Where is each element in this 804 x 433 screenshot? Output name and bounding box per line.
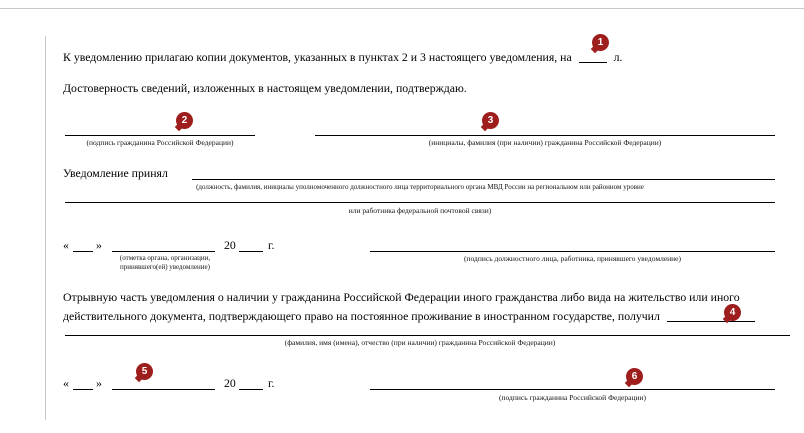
blank-date1-year	[239, 238, 263, 252]
official-caption-line2: или работника федеральной почтовой связи)	[348, 206, 492, 215]
blank-official-signature	[370, 238, 775, 252]
blank-date1-month	[112, 238, 215, 252]
detachable-part-line2-text: действительного документа, подтверждающего право на постоянное проживание в иностранном государстве, получил	[63, 309, 660, 323]
blank-date2-day	[73, 376, 93, 390]
confirmation-paragraph: Достоверность сведений, изложенных в настоящем уведомлении, подтверждаю.	[63, 81, 467, 95]
marker-5-label: 5	[141, 366, 148, 377]
blank-recipient-name-continuation[interactable]	[65, 322, 790, 336]
blank-official-position-name-continuation	[65, 189, 775, 203]
blank-date2-month[interactable]	[112, 376, 215, 390]
date2-open-quote: «	[63, 376, 69, 390]
official-caption-line1: (должность, фамилия, инициалы уполномоченного должностного лица территориального органа МВД России на региональном или районном уровне	[196, 183, 644, 191]
marker-6	[626, 368, 643, 385]
page-border-top	[0, 8, 804, 9]
date1-open-quote: «	[63, 238, 69, 252]
blank-official-position-name	[192, 166, 775, 180]
citizen-signature-2-caption: (подпись гражданина Российской Федерации)	[499, 393, 646, 402]
marker-3-label: 3	[487, 115, 494, 126]
received-label: Уведомление принял	[63, 166, 168, 180]
date1-year-prefix: 20	[224, 238, 236, 252]
blank-citizen-signature[interactable]	[65, 121, 255, 136]
recipient-name-caption: (фамилия, имя (имена), отчество (при наличии) гражданина Российской Федерации)	[284, 338, 556, 347]
marker-2-label: 2	[181, 115, 188, 126]
official-signature-caption: (подпись должностного лица, работника, принявшего уведомление)	[463, 254, 682, 263]
date2-year-prefix: 20	[224, 376, 236, 390]
detachable-part-line1: Отрывную часть уведомления о наличии у гражданина Российской Федерации иного гражданства либо вида на жительство или иного	[63, 290, 740, 304]
page-border-left	[45, 36, 46, 420]
blank-citizen-initials-surname[interactable]	[315, 121, 775, 136]
date2-year-suffix: г.	[268, 376, 275, 390]
marker-3	[482, 112, 499, 129]
marker-1	[592, 34, 609, 51]
marker-4-label: 4	[729, 307, 736, 318]
citizen-signature-caption: (подпись гражданина Российской Федерации)	[86, 138, 234, 147]
marker-2	[176, 112, 193, 129]
sheets-unit-label: л.	[613, 50, 623, 64]
blank-date1-day	[73, 238, 93, 252]
attachments-text: К уведомлению прилагаю копии документов, указанных в пунктах 2 и 3 настоящего уведомления, на	[63, 50, 572, 64]
blank-date2-year	[239, 376, 263, 390]
blank-recipient-name[interactable]	[667, 307, 755, 322]
marker-6-label: 6	[631, 371, 638, 382]
date1-stamp-caption-line1: (отметка органа, организации,	[119, 254, 211, 262]
attachments-paragraph	[63, 48, 622, 65]
date1-stamp-caption-line2: принявшего(ей) уведомление)	[120, 263, 210, 271]
date2-close-quote: »	[96, 376, 102, 390]
marker-1-label: 1	[597, 37, 604, 48]
date1-year-suffix: г.	[268, 238, 275, 252]
blank-citizen-signature-2[interactable]	[370, 376, 775, 390]
marker-5	[136, 363, 153, 380]
marker-4	[724, 304, 741, 321]
date1-close-quote: »	[96, 238, 102, 252]
citizen-initials-caption: (инициалы, фамилия (при наличии) гражданина Российской Федерации)	[428, 138, 662, 147]
